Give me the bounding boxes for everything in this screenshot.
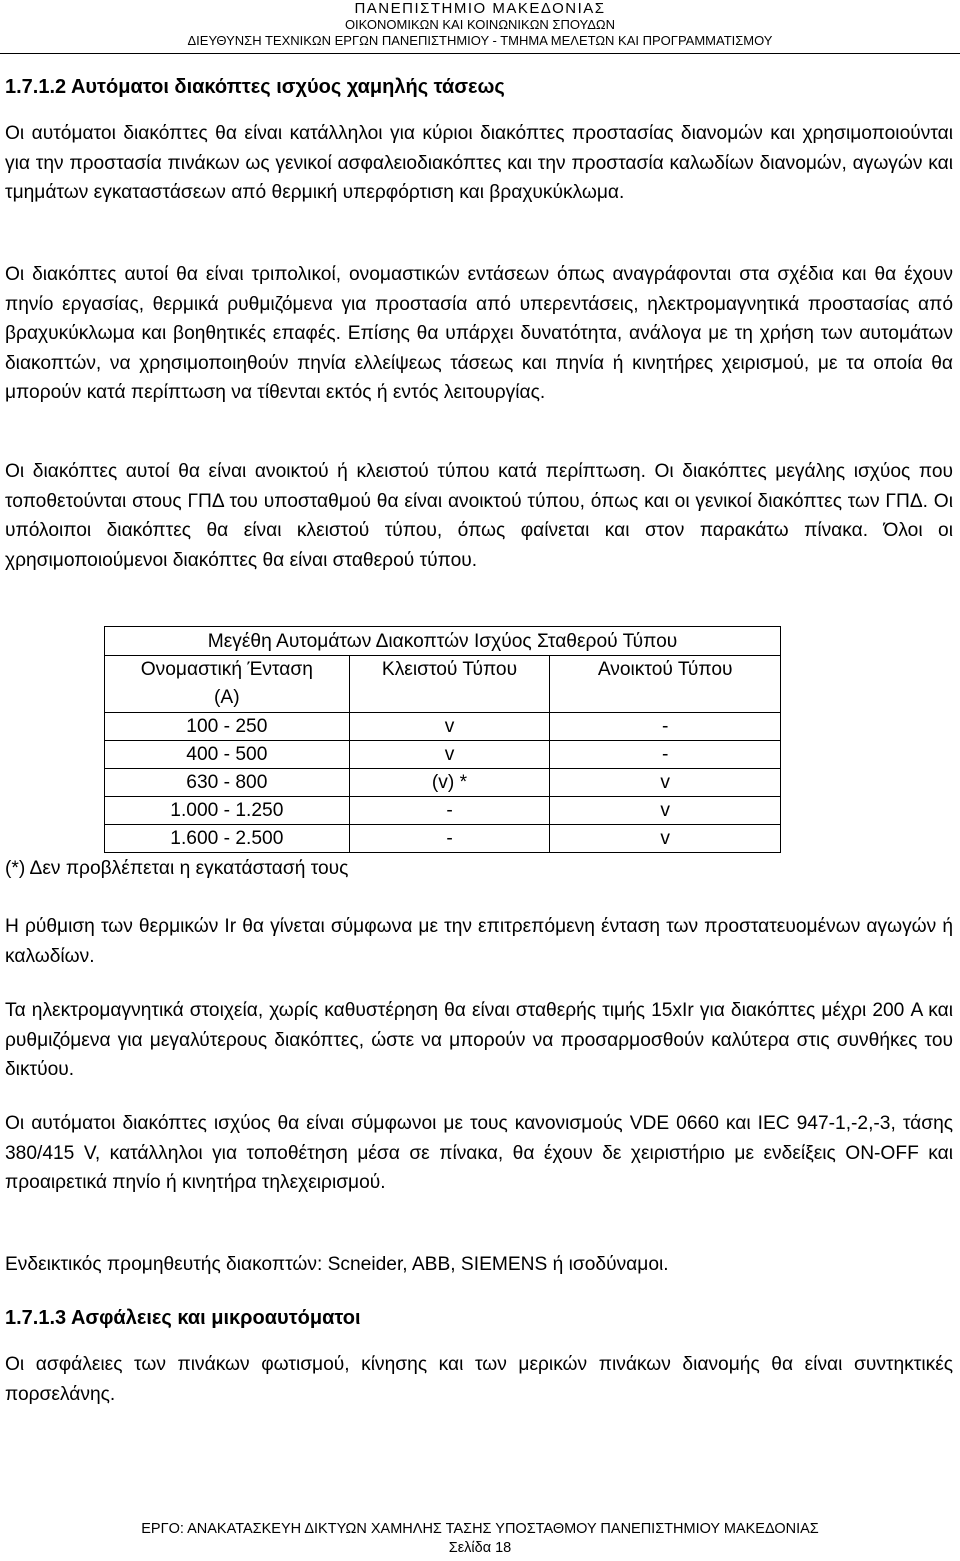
cell-closed: v [349,713,550,741]
cell-rating: 1.600 - 2.500 [105,825,350,853]
section-heading-1-7-1-3: 1.7.1.3 Ασφάλειες και μικροαυτόματοι [5,1307,361,1329]
table-title-row [105,627,781,656]
cell-open: v [550,825,781,853]
paragraph [5,912,953,971]
cell-closed: v [349,741,550,769]
department-name: ΔΙΕΥΘΥΝΣΗ ΤΕΧΝΙΚΩΝ ΕΡΓΩΝ ΠΑΝΕΠΙΣΤΗΜΙΟΥ - ΤΜΗΜΑ ΜΕΛΕΤΩΝ ΚΑΙ ΠΡΟΓΡΑΜΜΑΤΙΣΜΟΥ [187,33,773,48]
paragraph [5,1109,953,1198]
paragraph [5,1350,953,1409]
cell-open: v [550,797,781,825]
paragraph-text: Η ρύθμιση των θερμικών Ir θα γίνεται σύμφωνα με την επιτρεπόμενη ένταση των προστατευομένων αγωγών ή καλωδίων. [5,916,953,967]
table-row [105,769,781,797]
table-row [105,741,781,769]
table-footnote: (*) Δεν προβλέπεται η εγκατάστασή τους [5,858,349,879]
cell-rating: 1.000 - 1.250 [105,797,350,825]
column-header-open: Ανοικτού Τύπου [550,656,781,713]
cell-rating: 630 - 800 [105,769,350,797]
paragraph-text: Οι ασφάλειες των πινάκων φωτισμού, κίνησης και των μερικών πινάκων διανομής θα είναι συντηκτικές πορσελάνης. [5,1354,953,1405]
page-header [0,0,960,49]
paragraph-text: Τα ηλεκτρομαγνητικά στοιχεία, χωρίς καθυστέρηση θα είναι σταθερής τιμής 15xIr για διακόπτες μέχρι 200 A και ρυθμιζόμενα για μεγαλύτερους διακόπτες, ώστε να μπορούν να προσαρμοσθούν καλύτερα στις συνθήκες του δικτύου. [5,1000,953,1080]
cell-closed: - [349,797,550,825]
cell-closed: (v) * [349,769,550,797]
column-header-closed: Κλειστού Τύπου [349,656,550,713]
table-row [105,713,781,741]
school-name: ΟΙΚΟΝΟΜΙΚΩΝ ΚΑΙ ΚΟΙΝΩΝΙΚΩΝ ΣΠΟΥΔΩΝ [344,17,616,32]
header-divider [0,53,960,54]
paragraph [5,1250,953,1280]
table-row [105,797,781,825]
cell-open: - [550,713,781,741]
column-header-rating-unit: (A) [214,687,240,708]
cell-open: v [550,769,781,797]
paragraph [5,996,953,1085]
cell-open: - [550,741,781,769]
table-header-row [105,656,781,713]
paragraph [5,457,953,575]
paragraph-text: Ενδεικτικός προμηθευτής διακοπτών: Scneider, ABB, SIEMENS ή ισοδύναμοι. [5,1254,669,1275]
column-header-rating-line1: Ονομαστική Ένταση [140,659,313,680]
paragraph-text: Οι διακόπτες αυτοί θα είναι τριπολικοί, ονομαστικών εντάσεων όπως αναγράφονται στα σχέδια και θα έχουν πηνίο εργασίας, θερμικά ρυθμιζόμενα για προστασία από υπερεντάσεις, ηλεκτρομαγνητικά προστασίας από βραχυκύκλωμα και βοηθητικές επαφές. Επίσης θα υπάρχει δυνατότητα, ανάλογα με τη χρήση των αυτομάτων διακοπτών, να χρησιμοποιηθούν πηνία ελλείψεως τάσεως και πηνία ή κινητήρες χειρισμού, με τα οποία θα μπορούν κατά περίπτωση να τίθενται εκτός ή εντός λειτουργίας. [5,264,953,403]
university-name: ΠΑΝΕΠΙΣΤΗΜΙΟ ΜΑΚΕΔΟΝΙΑΣ [354,0,606,17]
paragraph-text: Οι αυτόματοι διακόπτες θα είναι κατάλληλοι για κύριοι διακόπτες προστασίας διανομών και χρησιμοποιούνται για την προστασία πινάκων ως γενικοί ασφαλειοδιακόπτες και την προστασία καλωδίων διανομών, αγωγών και τμημάτων εγκαταστάσεων από θερμική υπερφόρτιση και βραχυκύκλωμα. [5,123,953,203]
table-title: Μεγέθη Αυτομάτων Διακοπτών Ισχύος Σταθερού Τύπου [105,627,781,656]
column-header-rating [105,656,350,713]
breaker-sizes-table [104,626,781,853]
cell-closed: - [349,825,550,853]
footer-project: ΕΡΓΟ: ΑΝΑΚΑΤΑΣΚΕΥΗ ΔΙΚΤΥΩΝ ΧΑΜΗΛΗΣ ΤΑΣΗΣ ΥΠΟΣΤΑΘΜΟΥ ΠΑΝΕΠΙΣΤΗΜΙΟΥ ΜΑΚΕΔΟΝΙΑΣ [141,1521,819,1537]
page-number: Σελίδα 18 [448,1540,512,1556]
paragraph [5,260,953,408]
cell-rating: 100 - 250 [105,713,350,741]
paragraph [5,119,953,208]
table-row [105,825,781,853]
paragraph-text: Οι διακόπτες αυτοί θα είναι ανοικτού ή κλειστού τύπου κατά περίπτωση. Οι διακόπτες μεγάλης ισχύος που τοποθετούνται στους ΓΠΔ του υποσταθμού θα είναι ανοικτού τύπου, όπως και οι γενικοί διακόπτες των ΓΠΔ. Οι υπόλοιποι διακόπτες θα είναι κλειστού τύπου, όπως φαίνεται και στον παρακάτω πίνακα. Όλοι οι χρησιμοποιούμενοι διακόπτες θα είναι σταθερού τύπου. [5,461,953,571]
paragraph-text: Οι αυτόματοι διακόπτες ισχύος θα είναι σύμφωνοι με τους κανονισμούς VDE 0660 και IEC 947-1,-2,-3, τάσης 380/415 V, κατάλληλοι για τοποθέτηση μέσα σε πίνακα, θα έχουν δε χειριστήριο με ενδείξεις ON-OFF και προαιρετικά πηνίο ή κινητήρα τηλεχειρισμού. [5,1113,953,1193]
cell-rating: 400 - 500 [105,741,350,769]
section-heading-1-7-1-2: 1.7.1.2 Αυτόματοι διακόπτες ισχύος χαμηλής τάσεως [5,76,505,98]
